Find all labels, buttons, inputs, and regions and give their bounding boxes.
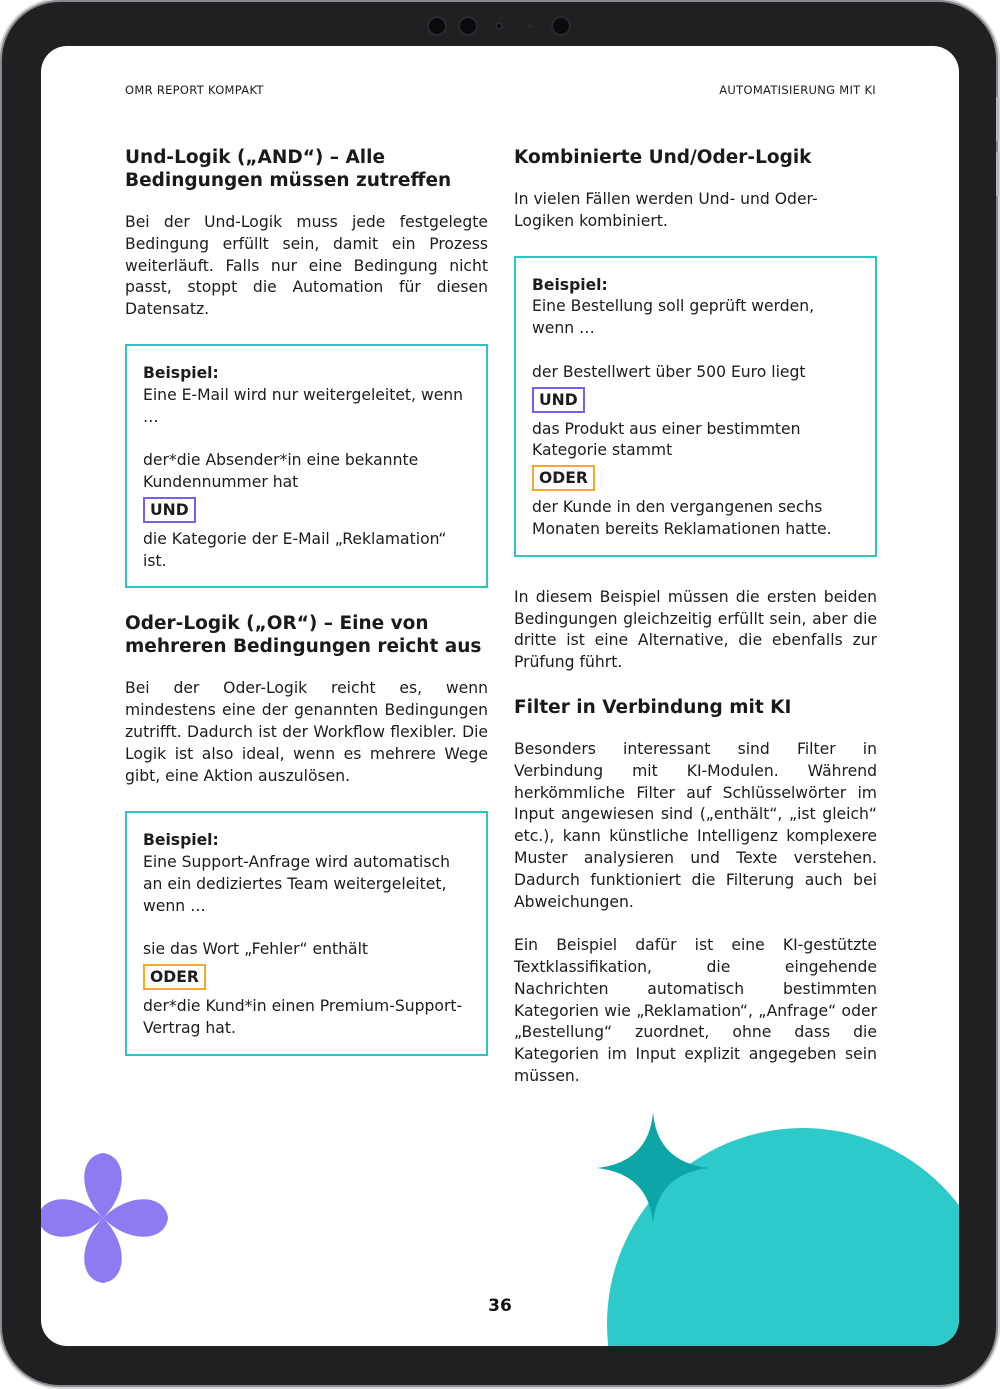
running-header-left: OMR REPORT KOMPAKT <box>125 83 264 97</box>
paragraph-oder-logik: Bei der Oder-Logik reicht es, wenn mindestens eine der genannten Bedingungen zutrifft. Dadurch ist der Workflow flexibler. Die Logik ist also ideal, wenn es mehrere Wege gibt, eine Aktion auszulösen. <box>125 679 488 785</box>
page-number: 36 <box>488 1296 512 1316</box>
heading-kombinierte-logik: Kombinierte Und/Oder-Logik <box>514 147 812 168</box>
example-label: Beispiel: <box>532 275 608 294</box>
camera-lens <box>427 16 447 36</box>
example-condition: das Produkt aus einer bestimmten Kategorie stammt <box>532 419 801 460</box>
heading-filter-ki: Filter in Verbindung mit KI <box>514 696 792 718</box>
example-condition: der*die Absender*in eine bekannte Kundennummer hat <box>143 451 419 491</box>
example-condition: sie das Wort „Fehler“ enthält <box>143 940 369 959</box>
example-intro: Eine E-Mail wird nur weitergeleitet, wenn … <box>143 385 464 426</box>
und-operator-tag: UND <box>143 497 196 523</box>
paragraph-kombiniert-erklaerung: In diesem Beispiel müssen die ersten beiden Bedingungen gleichzeitig erfüllt sein, aber die dritte ist eine Alternative, die ebenfalls zur Prüfung führt. <box>514 587 877 672</box>
example-label: Beispiel: <box>143 363 219 382</box>
heading-und-logik: Und-Logik („AND“) – Alle Bedingungen müssen zutreffen <box>125 147 452 191</box>
example-box-kombiniert <box>514 256 877 557</box>
example-box-oder <box>125 811 488 1055</box>
side-button <box>996 152 999 196</box>
example-condition: der Bestellwert über 500 Euro liegt <box>532 362 806 381</box>
example-intro: Eine Bestellung soll geprüft werden, wenn … <box>532 297 815 338</box>
und-operator-tag: UND <box>532 387 585 413</box>
left-column <box>125 146 488 1056</box>
oder-operator-tag: ODER <box>143 964 206 990</box>
example-label: Beispiel: <box>143 831 219 850</box>
running-header-right: AUTOMATISIERUNG MIT KI <box>719 83 876 97</box>
oder-operator-tag: ODER <box>532 465 595 491</box>
side-button <box>996 97 999 141</box>
example-condition: der*die Kund*in einen Premium-Support-Vertrag hat. <box>143 997 463 1037</box>
camera-bar <box>422 14 582 38</box>
paragraph-filter-ki: Besonders interessant sind Filter in Verbindung mit KI-Modulen. Während herkömmliche Filter auf Schlüsselwörter im Input angewiesen sind („enthält“, „ist gleich“ etc.), kann künstliche Intelligenz komplexere Muster analysieren und Texte verstehen. Dadurch funktioniert die Filterung auch bei Abweichungen. <box>514 739 877 911</box>
right-column <box>514 146 877 1088</box>
example-box-und <box>125 344 488 588</box>
sparkle-star <box>593 1108 713 1228</box>
paragraph-filter-beispiel: Ein Beispiel dafür ist eine KI-gestützte Textklassifikation, die eingehende Nachrichten automatisch bestimmten Kategorien wie „Reklamation“, „Anfrage“ oder „Bestellung“ zuordnet, ohne dass die Kategorien im Input explizit angegeben sein müssen. <box>514 936 877 1085</box>
tablet-frame <box>2 2 996 1385</box>
camera-lens <box>458 16 478 36</box>
camera-lens <box>551 16 571 36</box>
sensor <box>528 24 532 28</box>
paragraph-kombiniert: In vielen Fällen werden Und- und Oder-Logiken kombiniert. <box>514 190 818 230</box>
paragraph-und-logik: Bei der Und-Logik muss jede festgelegte Bedingung erfüllt sein, damit ein Prozess weiterläuft. Falls nur eine Bedingung nicht passt, stoppt die Automation für diesen Datensatz. <box>125 213 488 319</box>
heading-oder-logik: Oder-Logik („OR“) – Eine von mehreren Bedingungen reicht aus <box>125 613 482 658</box>
example-condition: der Kunde in den vergangenen sechs Monaten bereits Reklamationen hatte. <box>532 498 832 538</box>
example-intro: Eine Support-Anfrage wird automatisch an ein dediziertes Team weitergeleitet, wenn … <box>143 853 450 915</box>
sensor <box>495 22 503 30</box>
example-condition: die Kategorie der E-Mail „Reklamation“ ist. <box>143 529 447 570</box>
screen <box>41 46 959 1346</box>
